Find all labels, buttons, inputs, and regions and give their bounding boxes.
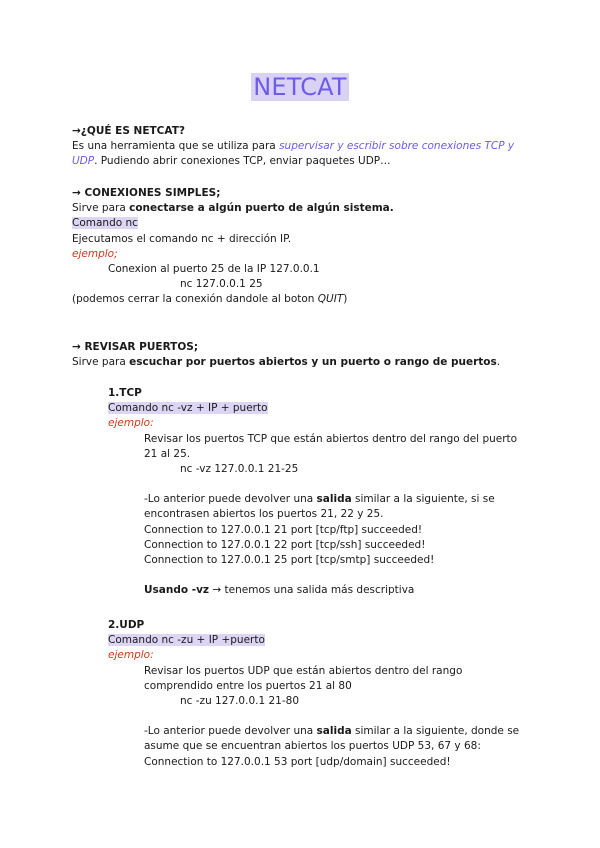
section-que-es bbox=[72, 124, 542, 170]
subsection-heading: 1.TCP bbox=[108, 387, 142, 399]
section-description bbox=[72, 355, 542, 370]
section-description bbox=[72, 201, 542, 216]
usando-note bbox=[108, 583, 548, 598]
bold-text: salida bbox=[316, 725, 352, 738]
subsection-tcp bbox=[108, 386, 548, 598]
result-line: Connection to 127.0.0.1 25 port [tcp/smtp] succeeded! bbox=[144, 554, 435, 567]
example-desc-line: Revisar los puertos UDP que están abiertos dentro del rango bbox=[144, 664, 463, 677]
example-desc-line: Revisar los puertos TCP que están abiertos dentro del rango del puerto bbox=[144, 432, 518, 445]
example-command: nc -vz 127.0.0.1 21-25 bbox=[180, 463, 299, 476]
bold-text: escuchar por puertos abiertos y un puerto o rango de puertos bbox=[129, 356, 497, 369]
output-desc-line: encontrasen abiertos los puertos 21, 22 y 25. bbox=[144, 508, 384, 521]
section-heading: → CONEXIONES SIMPLES; bbox=[72, 187, 221, 199]
text-run: -Lo anterior puede devolver una bbox=[144, 725, 317, 738]
text-run: (podemos cerrar la conexión dandole al boton bbox=[72, 293, 318, 306]
text-run: ) bbox=[343, 293, 348, 306]
text-run: similar a la siguiente, donde se bbox=[351, 725, 520, 738]
ejemplo-label: ejemplo: bbox=[108, 417, 154, 430]
highlight-text: supervisar y escribir sobre conexiones TCP y UDP bbox=[72, 140, 515, 168]
section-heading: →¿QUÉ ES NETCAT? bbox=[72, 125, 185, 137]
section-paragraph bbox=[72, 139, 542, 169]
output-desc-line: asume que se encuentran abiertos los puertos UDP 53, 67 y 68: bbox=[144, 740, 481, 753]
example-command: nc 127.0.0.1 25 bbox=[180, 278, 263, 291]
text-run: similar a la siguiente, si se bbox=[351, 493, 495, 506]
command-label: Comando nc bbox=[72, 217, 138, 230]
section-heading: → REVISAR PUERTOS; bbox=[72, 341, 199, 353]
output-desc bbox=[108, 724, 548, 739]
text-run: Es una herramienta que se utiliza para bbox=[72, 140, 280, 153]
command-label: Comando nc -vz + IP + puerto bbox=[108, 402, 268, 415]
text-run: Sirve para bbox=[72, 202, 130, 215]
example-desc-line: 21 al 25. bbox=[144, 447, 191, 460]
ejemplo-label: ejemplo: bbox=[108, 649, 154, 662]
text-run: -Lo anterior puede devolver una bbox=[144, 493, 317, 506]
exec-text: Ejecutamos el comando nc + dirección IP. bbox=[72, 232, 292, 245]
subsection-udp bbox=[108, 618, 548, 770]
example-command: nc -zu 127.0.0.1 21-80 bbox=[180, 695, 300, 708]
bold-text: salida bbox=[316, 493, 352, 506]
example-text: Conexion al puerto 25 de la IP 127.0.0.1 bbox=[108, 263, 320, 276]
result-line: Connection to 127.0.0.1 21 port [tcp/ftp] succeeded! bbox=[144, 523, 423, 536]
note-text bbox=[72, 292, 542, 307]
command-label: Comando nc -zu + IP +puerto bbox=[108, 634, 265, 647]
subsection-heading: 2.UDP bbox=[108, 619, 145, 631]
example-desc-line: comprendido entre los puertos 21 al 80 bbox=[144, 679, 352, 692]
output-desc bbox=[108, 492, 548, 507]
text-run: . Pudiendo abrir conexiones TCP, enviar paquetes UDP… bbox=[94, 155, 391, 168]
text-run: → tenemos una salida más descriptiva bbox=[209, 584, 415, 597]
title-text: NETCAT bbox=[253, 73, 347, 101]
quit-text: QUIT bbox=[317, 293, 344, 306]
bold-text: Usando -vz bbox=[144, 584, 210, 597]
section-conexiones bbox=[72, 186, 542, 308]
ejemplo-label: ejemplo; bbox=[72, 247, 118, 260]
text-run: . bbox=[496, 356, 501, 369]
bold-text: conectarse a algún puerto de algún sistema. bbox=[129, 202, 394, 215]
result-line: Connection to 127.0.0.1 53 port [udp/domain] succeeded! bbox=[144, 755, 451, 768]
result-line: Connection to 127.0.0.1 22 port [tcp/ssh] succeeded! bbox=[144, 538, 426, 551]
section-revisar-puertos bbox=[72, 340, 542, 370]
text-run: Sirve para bbox=[72, 356, 130, 369]
document-title bbox=[0, 72, 600, 102]
